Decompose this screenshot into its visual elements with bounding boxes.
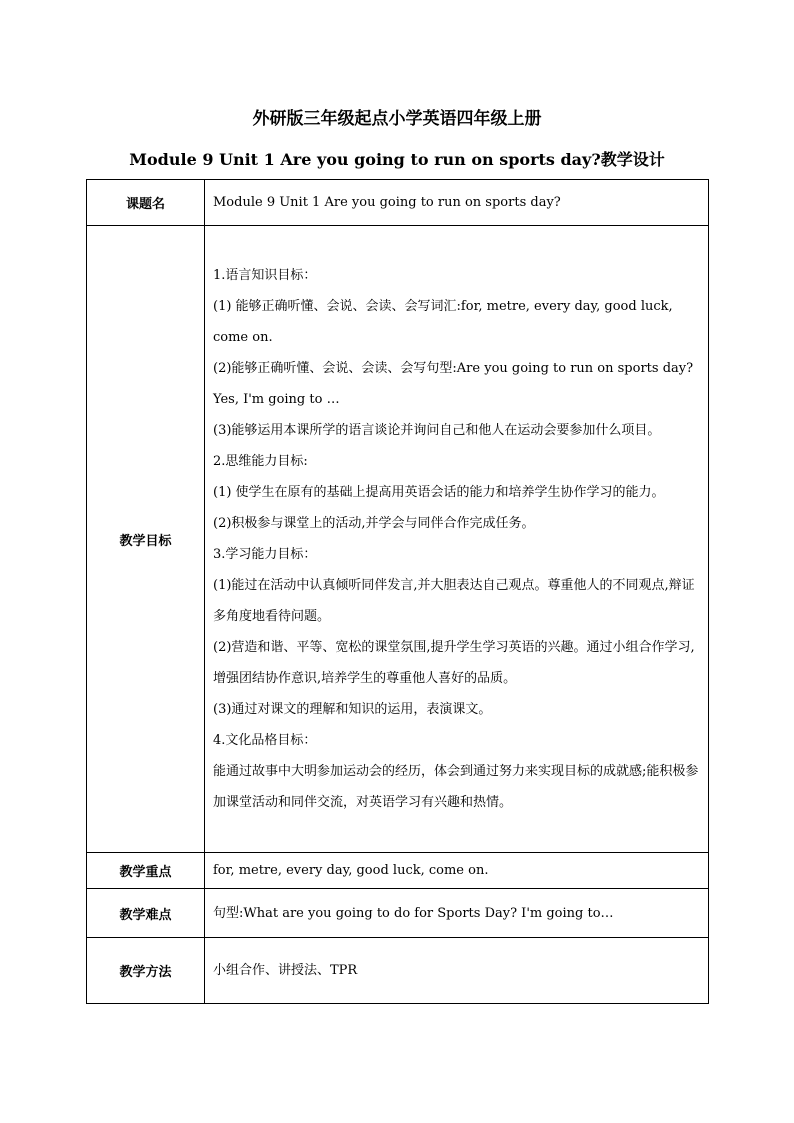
goal-line: (3)通过对课文的理解和知识的运用，表演课文。 [213,702,492,717]
lesson-plan-table [86,179,709,1004]
goal-line: (1) 使学生在原有的基础上提高用英语会话的能力和培养学生协作学习的能力。 [213,485,665,500]
key-points-label: 教学重点 [87,853,205,889]
key-points-value: for, metre, every day, good luck, come on. [205,853,709,889]
topic-label: 课题名 [87,180,205,226]
goal-line: (2)营造和谐、平等、宽松的课堂氛围,提升学生学习英语的兴趣。通过小组合作学习,增强团结协作意识,培养学生的尊重他人喜好的品质。 [213,640,695,686]
goal-line: (2)能够正确听懂、会说、会读、会写句型:Are you going to run on sports day? Yes, I'm going to … [213,361,694,407]
goal-line: (1) 能够正确听懂、会说、会读、会写词汇:for, metre, every day, good luck, come on. [213,299,673,345]
table-row-topic [87,180,709,226]
goals-label: 教学目标 [87,226,205,853]
table-row-goals [87,226,709,853]
difficulties-label: 教学难点 [87,889,205,938]
table-row-key-points [87,853,709,889]
goal-line: 3.学习能力目标： [213,547,317,562]
goal-line: 能通过故事中大明参加运动会的经历，体会到通过努力来实现目标的成就感;能积极参加课堂活动和同伴交流，对英语学习有兴趣和热情。 [213,764,699,810]
goal-line: (3)能够运用本课所学的语言谈论并询问自己和他人在运动会要参加什么项目。 [213,423,661,438]
document-title: 外研版三年级起点小学英语四年级上册 [252,109,542,129]
table-row-methods [87,938,709,1004]
goals-content [205,226,709,853]
methods-value: 小组合作、讲授法、TPR [205,938,709,1004]
table-row-difficulties [87,889,709,938]
topic-value: Module 9 Unit 1 Are you going to run on sports day? [205,180,709,226]
methods-label: 教学方法 [87,938,205,1004]
difficulties-value: 句型:What are you going to do for Sports Day? I'm going to… [205,889,709,938]
goal-line: (2)积极参与课堂上的活动,并学会与同伴合作完成任务。 [213,516,535,531]
document-subtitle: Module 9 Unit 1 Are you going to run on sports day?教学设计 [129,150,665,169]
goal-line: 1.语言知识目标： [213,268,317,283]
goal-line: 4.文化品格目标： [213,733,317,748]
goal-line: 2.思维能力目标: [213,454,308,469]
goal-line: (1)能过在活动中认真倾听同伴发言,并大胆表达自己观点。尊重他人的不同观点,辩证多角度地看待问题。 [213,578,695,624]
